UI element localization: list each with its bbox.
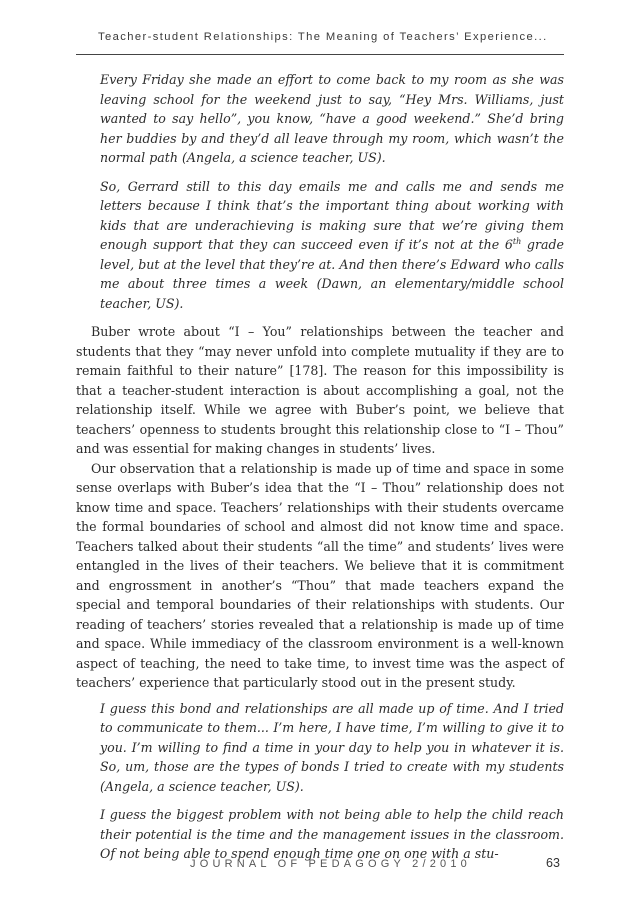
quote-text-part: grade level, but at the level that they’re at. And then there’s Edward who calls me about three times a week (Dawn, an elementary/middle school teacher, US). [100, 237, 564, 311]
journal-footer: JOURNAL OF PEDAGOGY 2/2010 [190, 858, 471, 870]
body-paragraph: Our observation that a relationship is made up of time and space in some sense overlaps with Buber’s idea that the “I – Thou” relationship does not know time and space. Teachers’ relationships with their students overcame the formal boundaries of school and almost did not know time and space. Teachers talked about their students “all the time” and students’ lives were entangled in the lives of their teachers. We believe that it is commitment and engrossment in another’s “Thou” that made teachers expand the special and temporal boundaries of their relationships with students. Our reading of teachers’ stories revealed that a relationship is made up of time and space. While immediacy of the classroom environment is a well-known aspect of teaching, the need to take time, to invest time was the aspect of teachers’ experience that particularly stood out in the present study. [76, 460, 564, 690]
block-quote-angela [100, 70, 564, 168]
quote-text [100, 177, 564, 314]
page-body [76, 70, 564, 873]
quote-text: Every Friday she made an effort to come back to my room as she was leaving school for the weekend just to say, “Hey Mrs. Williams, just wanted to say hello”, you know, “have a good weekend.” She’d bring her buddies by and they’d all leave through my room, which wasn’t the normal path (Angela, a science teacher, US). [100, 72, 564, 165]
page-number: 63 [546, 856, 560, 870]
block-quote-angela-time [100, 699, 564, 797]
running-header: Teacher-student Relationships: The Meaning of Teachers’ Experience... [98, 31, 548, 43]
quote-text-part: So, Gerrard still to this day emails me and calls me and sends me letters because I think that’s the important thing about working with kids that are underachieving is making sure that we’re giving them enough support that they can succeed even if it’s not at the 6 [100, 178, 564, 252]
quote-text: I guess this bond and relationships are all made up of time. And I tried to communicate to them... I’m here, I have time, I’m willing to give it to you. I’m willing to find a time in your day to help you in whatever it is. So, um, those are the types of bonds I tried to create with my students (Angela, a science teacher, US). [100, 700, 564, 794]
block-quote-time-problem [100, 805, 564, 864]
header-rule [76, 54, 564, 55]
block-quote-dawn [100, 177, 564, 314]
ordinal-suffix: th [512, 236, 522, 246]
body-paragraph: Buber wrote about “I – You” relationships between the teacher and students that they “may never unfold into complete mutuality if they are to remain faithful to their nature” [178]. The reason for this impossibility is that a teacher-student interaction is about accomplishing a goal, not the relationship itself. While we agree with Buber’s point, we believe that teachers’ openness to students brought this relationship close to “I – Thou” and was essential for making changes in students’ lives. [76, 324, 564, 456]
quote-text: I guess the biggest problem with not being able to help the child reach their potential is the time and the management issues in the classroom. Of not being able to spend enough time one on one with a stu- [100, 807, 564, 861]
